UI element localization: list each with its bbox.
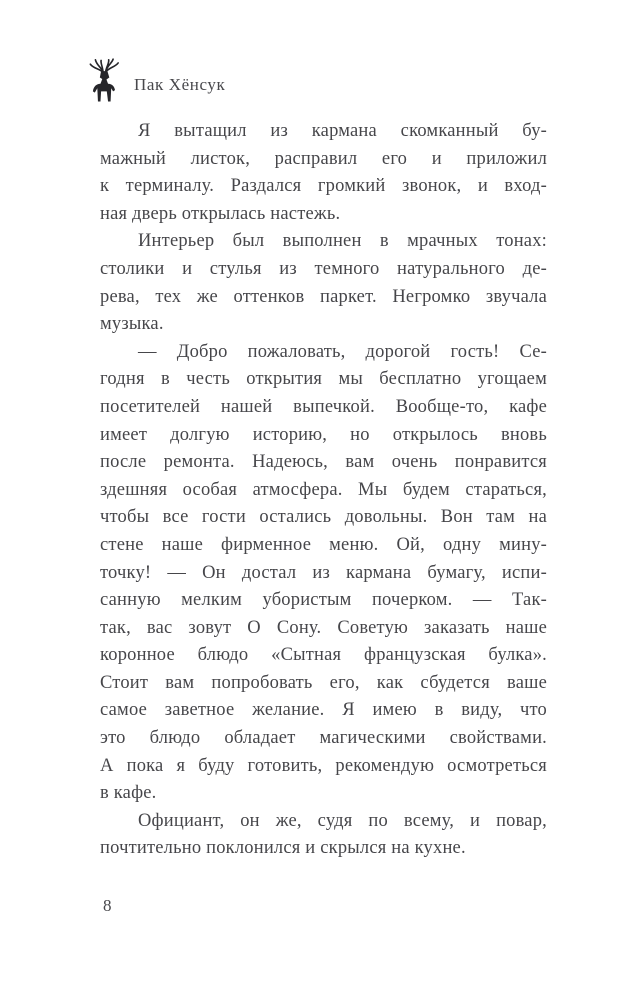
paragraph [100, 808, 547, 863]
text-line: посетителей нашей выпечкой. Вообще-то, кафе [100, 396, 547, 417]
text-line: это блюдо обладает магическими свойствами. [100, 728, 547, 749]
text-line: рева, тех же оттенков паркет. Негромко звучала [100, 286, 547, 307]
text-line: Официант, он же, судя по всему, и повар, [138, 810, 547, 831]
text-line: стене наше фирменное меню. Ой, одну мину- [100, 534, 547, 555]
text-block [100, 118, 547, 863]
author-name: Пак Хёнсук [134, 75, 226, 94]
text-line: точку! — Он достал из кармана бумагу, испи- [100, 562, 547, 583]
text-line: имеет долгую историю, но открылось вновь [100, 424, 547, 445]
page-header [84, 56, 225, 104]
text-line: музыка. [100, 314, 164, 335]
page-number: 8 [103, 896, 112, 915]
text-line: самое заветное желание. Я имею в виду, что [100, 700, 547, 721]
text-line: так, вас зовут О Сону. Советую заказать наше [100, 617, 547, 638]
text-line: Стоит вам попробовать его, как сбудется ваше [100, 672, 547, 693]
text-line: — Добро пожаловать, дорогой гость! Се- [138, 341, 547, 362]
text-line: А пока я буду готовить, рекомендую осмотреться [100, 755, 547, 776]
paragraph [100, 228, 547, 338]
deer-logo-icon [84, 56, 122, 104]
text-line: здешняя особая атмосфера. Мы будем стараться, [100, 479, 547, 500]
paragraph [100, 118, 547, 228]
text-line: к терминалу. Раздался громкий звонок, и вход- [100, 176, 547, 197]
text-line: чтобы все гости остались довольны. Вон там на [100, 507, 547, 528]
text-line: годня в честь открытия мы бесплатно угощаем [100, 369, 547, 390]
paragraph [100, 339, 547, 808]
text-line: Я вытащил из кармана скомканный бу- [138, 121, 547, 141]
text-line: ная дверь открылась настежь. [100, 203, 341, 224]
text-line: почтительно поклонился и скрылся на кухне. [100, 838, 466, 859]
text-line: после ремонта. Надеюсь, вам очень понравится [100, 452, 547, 473]
text-line: санную мелким убористым почерком. — Так- [100, 590, 547, 611]
text-line: в кафе. [100, 783, 157, 804]
text-line: Интерьер был выполнен в мрачных тонах: [138, 231, 547, 252]
text-line: мажный листок, расправил его и приложил [100, 148, 547, 169]
text-line: столики и стулья из темного натурального де- [100, 258, 547, 279]
text-line: коронное блюдо «Сытная французская булка». [100, 645, 547, 666]
